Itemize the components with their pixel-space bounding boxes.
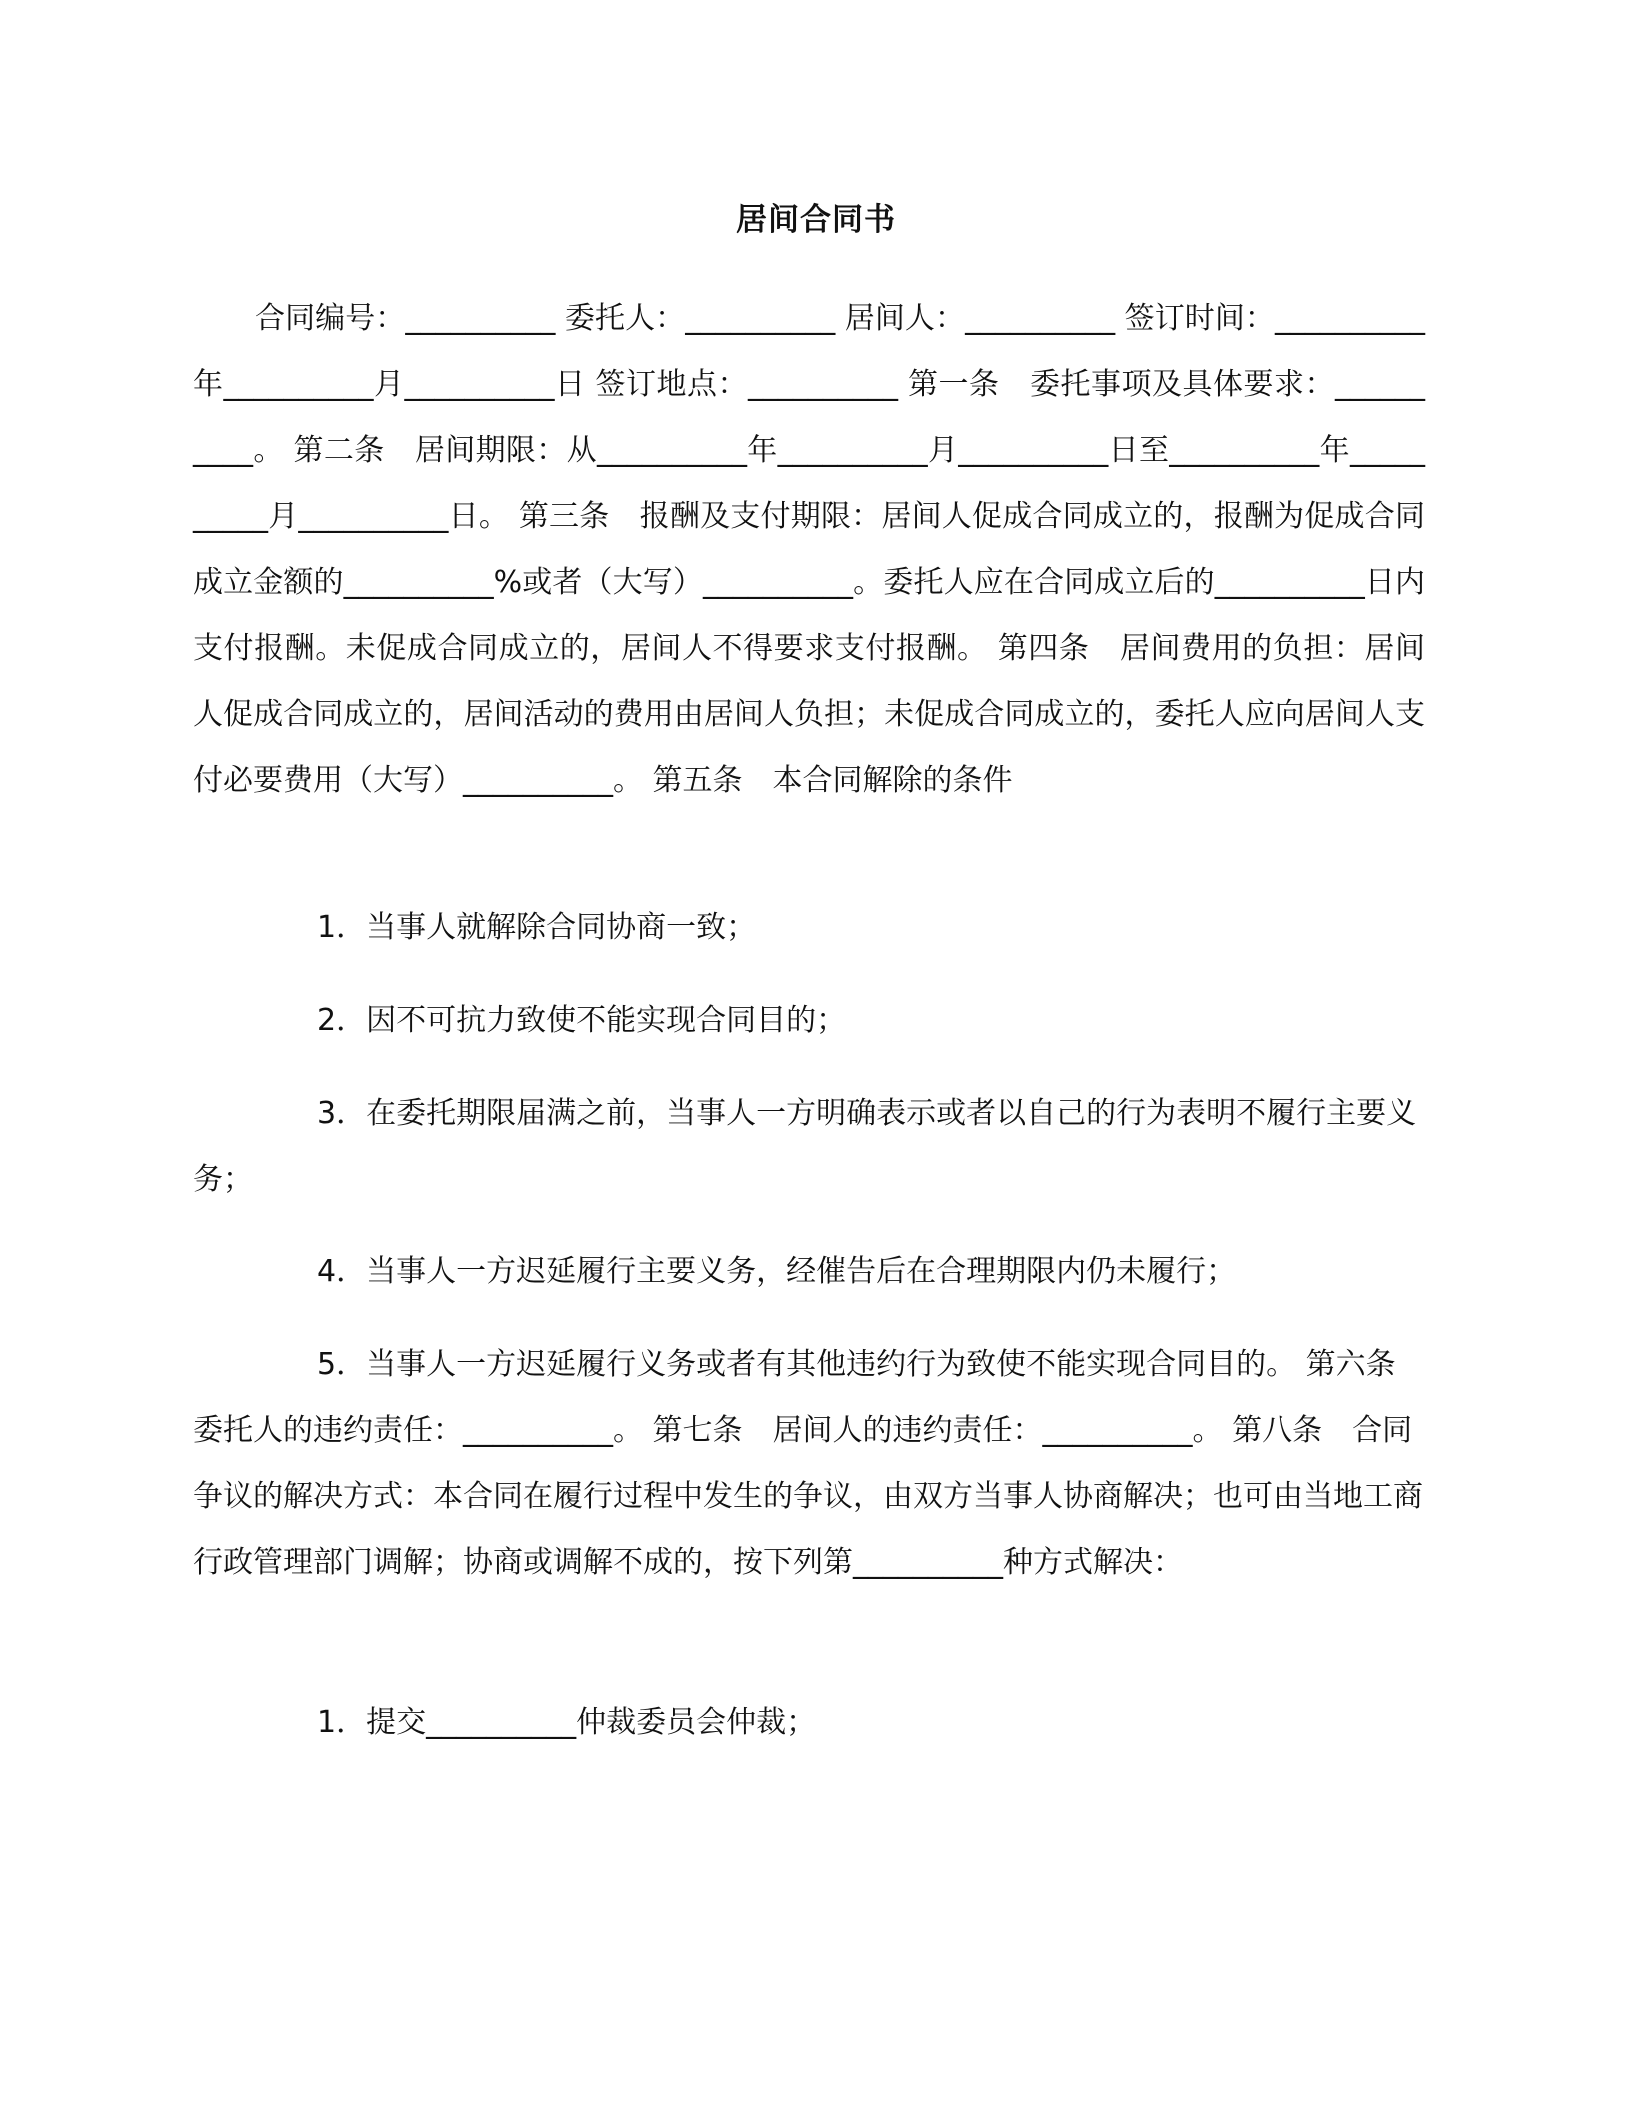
termination-condition-5: 5．当事人一方迟延履行义务或者有其他违约行为致使不能实现合同目的。 第六条 委托人的违约责任：__________。 第七条 居间人的违约责任：__________。 第八条 合同争议的解决方式：本合同在履行过程中发生的争议，由双方当事人协商解决；也可由当地工商行政管理部门调解；协商或调解不成的，按下列第__________种方式解决： [193,1347,1426,1580]
termination-condition-4: 4．当事人一方迟延履行主要义务，经催告后在合理期限内仍未履行； [317,1254,1237,1289]
termination-condition-3: 3．在委托期限届满之前，当事人一方明确表示或者以自己的行为表明不履行主要义务； [193,1096,1417,1197]
termination-condition-2: 2．因不可抗力致使不能实现合同目的； [317,1003,847,1038]
dispute-option-1: 1．提交__________仲裁委员会仲裁； [317,1705,817,1740]
termination-condition-1: 1．当事人就解除合同协商一致； [317,910,757,945]
document-title: 居间合同书 [736,202,896,238]
contract-paragraph-1: 合同编号：__________ 委托人：__________ 居间人：__________ 签订时间：__________年__________月__________日 签订地点：__________ 第一条 委托事项及具体要求：__________。 第二条 居间期限：从__________年__________月__________日至__________年__________月__________日。 第三条 报酬及支付期限：居间人促成合同成立的，报酬为促成合同成立金额的__________%或者（大写）__________。委托人应在合同成立后的__________日内支付报酬。未促成合同成立的，居间人不得要求支付报酬。 第四条 居间费用的负担：居间人促成合同成立的，居间活动的费用由居间人负担；未促成合同成立的，委托人应向居间人支付必要费用（大写）__________。 第五条 本合同解除的条件 [193,301,1425,798]
